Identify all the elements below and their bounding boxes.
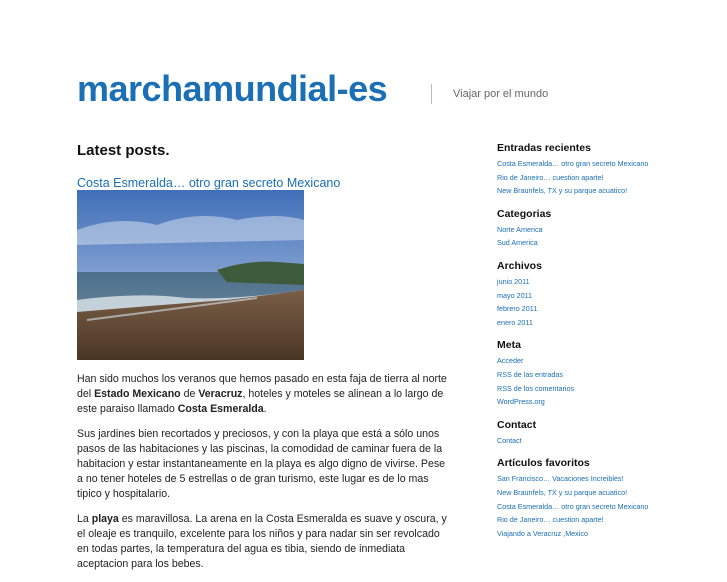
post-title-link[interactable]: Costa Esmeralda… otro gran secreto Mexicano [77,176,341,190]
contact-list [497,434,697,448]
rss-comments-link[interactable]: RSS de los comentarios [497,383,575,393]
favorite-link[interactable]: San Francisco… Vacaciones Increibles! [497,474,624,484]
list-item [497,513,697,527]
recent-post-link[interactable]: Rio de Janeiro… cuestion aparte! [497,172,604,182]
categories-list [497,223,697,250]
post-paragraph-1: Han sido muchos los veranos que hemos pasado en esta faja de tierra al norte del Estado Mexicano de Veracruz, hoteles y moteles se alinean a lo largo de este paraiso llamado Costa Esmeralda. [77,373,447,415]
list-item [497,236,697,250]
recent-posts-heading: Entradas recientes [497,142,591,154]
contact-heading: Contact [497,418,537,431]
latest-posts-heading: Latest posts. [77,142,170,159]
site-tagline: Viajar por el mundo [453,88,549,100]
favorite-link[interactable]: Costa Esmeralda… otro gran secreto Mexicano [497,501,649,511]
favorite-link[interactable]: Rio de Janeiro… cuestion aparte! [497,515,604,525]
archive-link[interactable]: enero 2011 [497,317,533,327]
list-item [497,289,697,303]
site-title-link[interactable]: marchamundial-es [77,68,388,109]
archives-list [497,275,697,329]
contact-link[interactable]: Contact [497,435,522,445]
post-body [77,372,449,582]
wordpress-link[interactable]: WordPress.org [497,397,545,407]
list-item [497,382,697,396]
category-link[interactable]: Norte America [497,224,543,234]
list-item [497,527,697,541]
login-link[interactable]: Acceder [497,356,524,366]
list-item [497,434,697,448]
categories-heading: Categorias [497,207,552,220]
favorites-list [497,472,697,540]
list-item [497,275,697,289]
list-item [497,472,697,486]
post-paragraph-2: Sus jardines bien recortados y preciosos, y con la playa que está a sólo unos pasos de las habitaciones y las piscinas, la comodidad de caminar fuera de la habitacion y estar instantaneamente en la playa es algo digno de vivirse. Pese a no tener hoteles de 5 estrellas o de gran turismo, este lugar es de lo mas tipico y hospitalario. [77,428,446,500]
list-item [497,368,697,382]
list-item [497,500,697,514]
archive-link[interactable]: junio 2011 [497,276,530,286]
list-item [497,395,697,409]
favorite-link[interactable]: New Braunfels, TX y su parque acuatico! [497,487,628,497]
list-item [497,302,697,316]
list-item [497,171,697,185]
post-beach-image[interactable] [77,190,304,360]
favorite-link[interactable]: Viajando a Veracruz ,Mexico [497,528,588,538]
list-item [497,486,697,500]
favorites-heading: Artículos favoritos [497,457,590,470]
list-item [497,316,697,330]
recent-posts-list [497,157,697,198]
header-divider [431,84,432,104]
archive-link[interactable]: febrero 2011 [497,304,538,314]
list-item [497,223,697,237]
meta-list [497,354,697,408]
archives-heading: Archivos [497,259,542,272]
list-item [497,184,697,198]
list-item [497,354,697,368]
sidebar [497,142,697,550]
recent-post-link[interactable]: New Braunfels, TX y su parque acuatico! [497,186,628,196]
category-link[interactable]: Sud America [497,238,538,248]
post-paragraph-3: La playa es maravillosa. La arena en la Costa Esmeralda es suave y oscura, y el oleaje es tranquilo, excelente para los niños y para nadar sin ser revolcado en todas partes, la temperatura del agua es tibia, siendo de inmediata aceptacion para los bebes. [77,513,447,570]
list-item [497,157,697,171]
recent-post-link[interactable]: Costa Esmeralda… otro gran secreto Mexicano [497,159,649,168]
archive-link[interactable]: mayo 2011 [497,290,533,300]
meta-heading: Meta [497,339,521,352]
rss-entries-link[interactable]: RSS de las entradas [497,369,563,379]
